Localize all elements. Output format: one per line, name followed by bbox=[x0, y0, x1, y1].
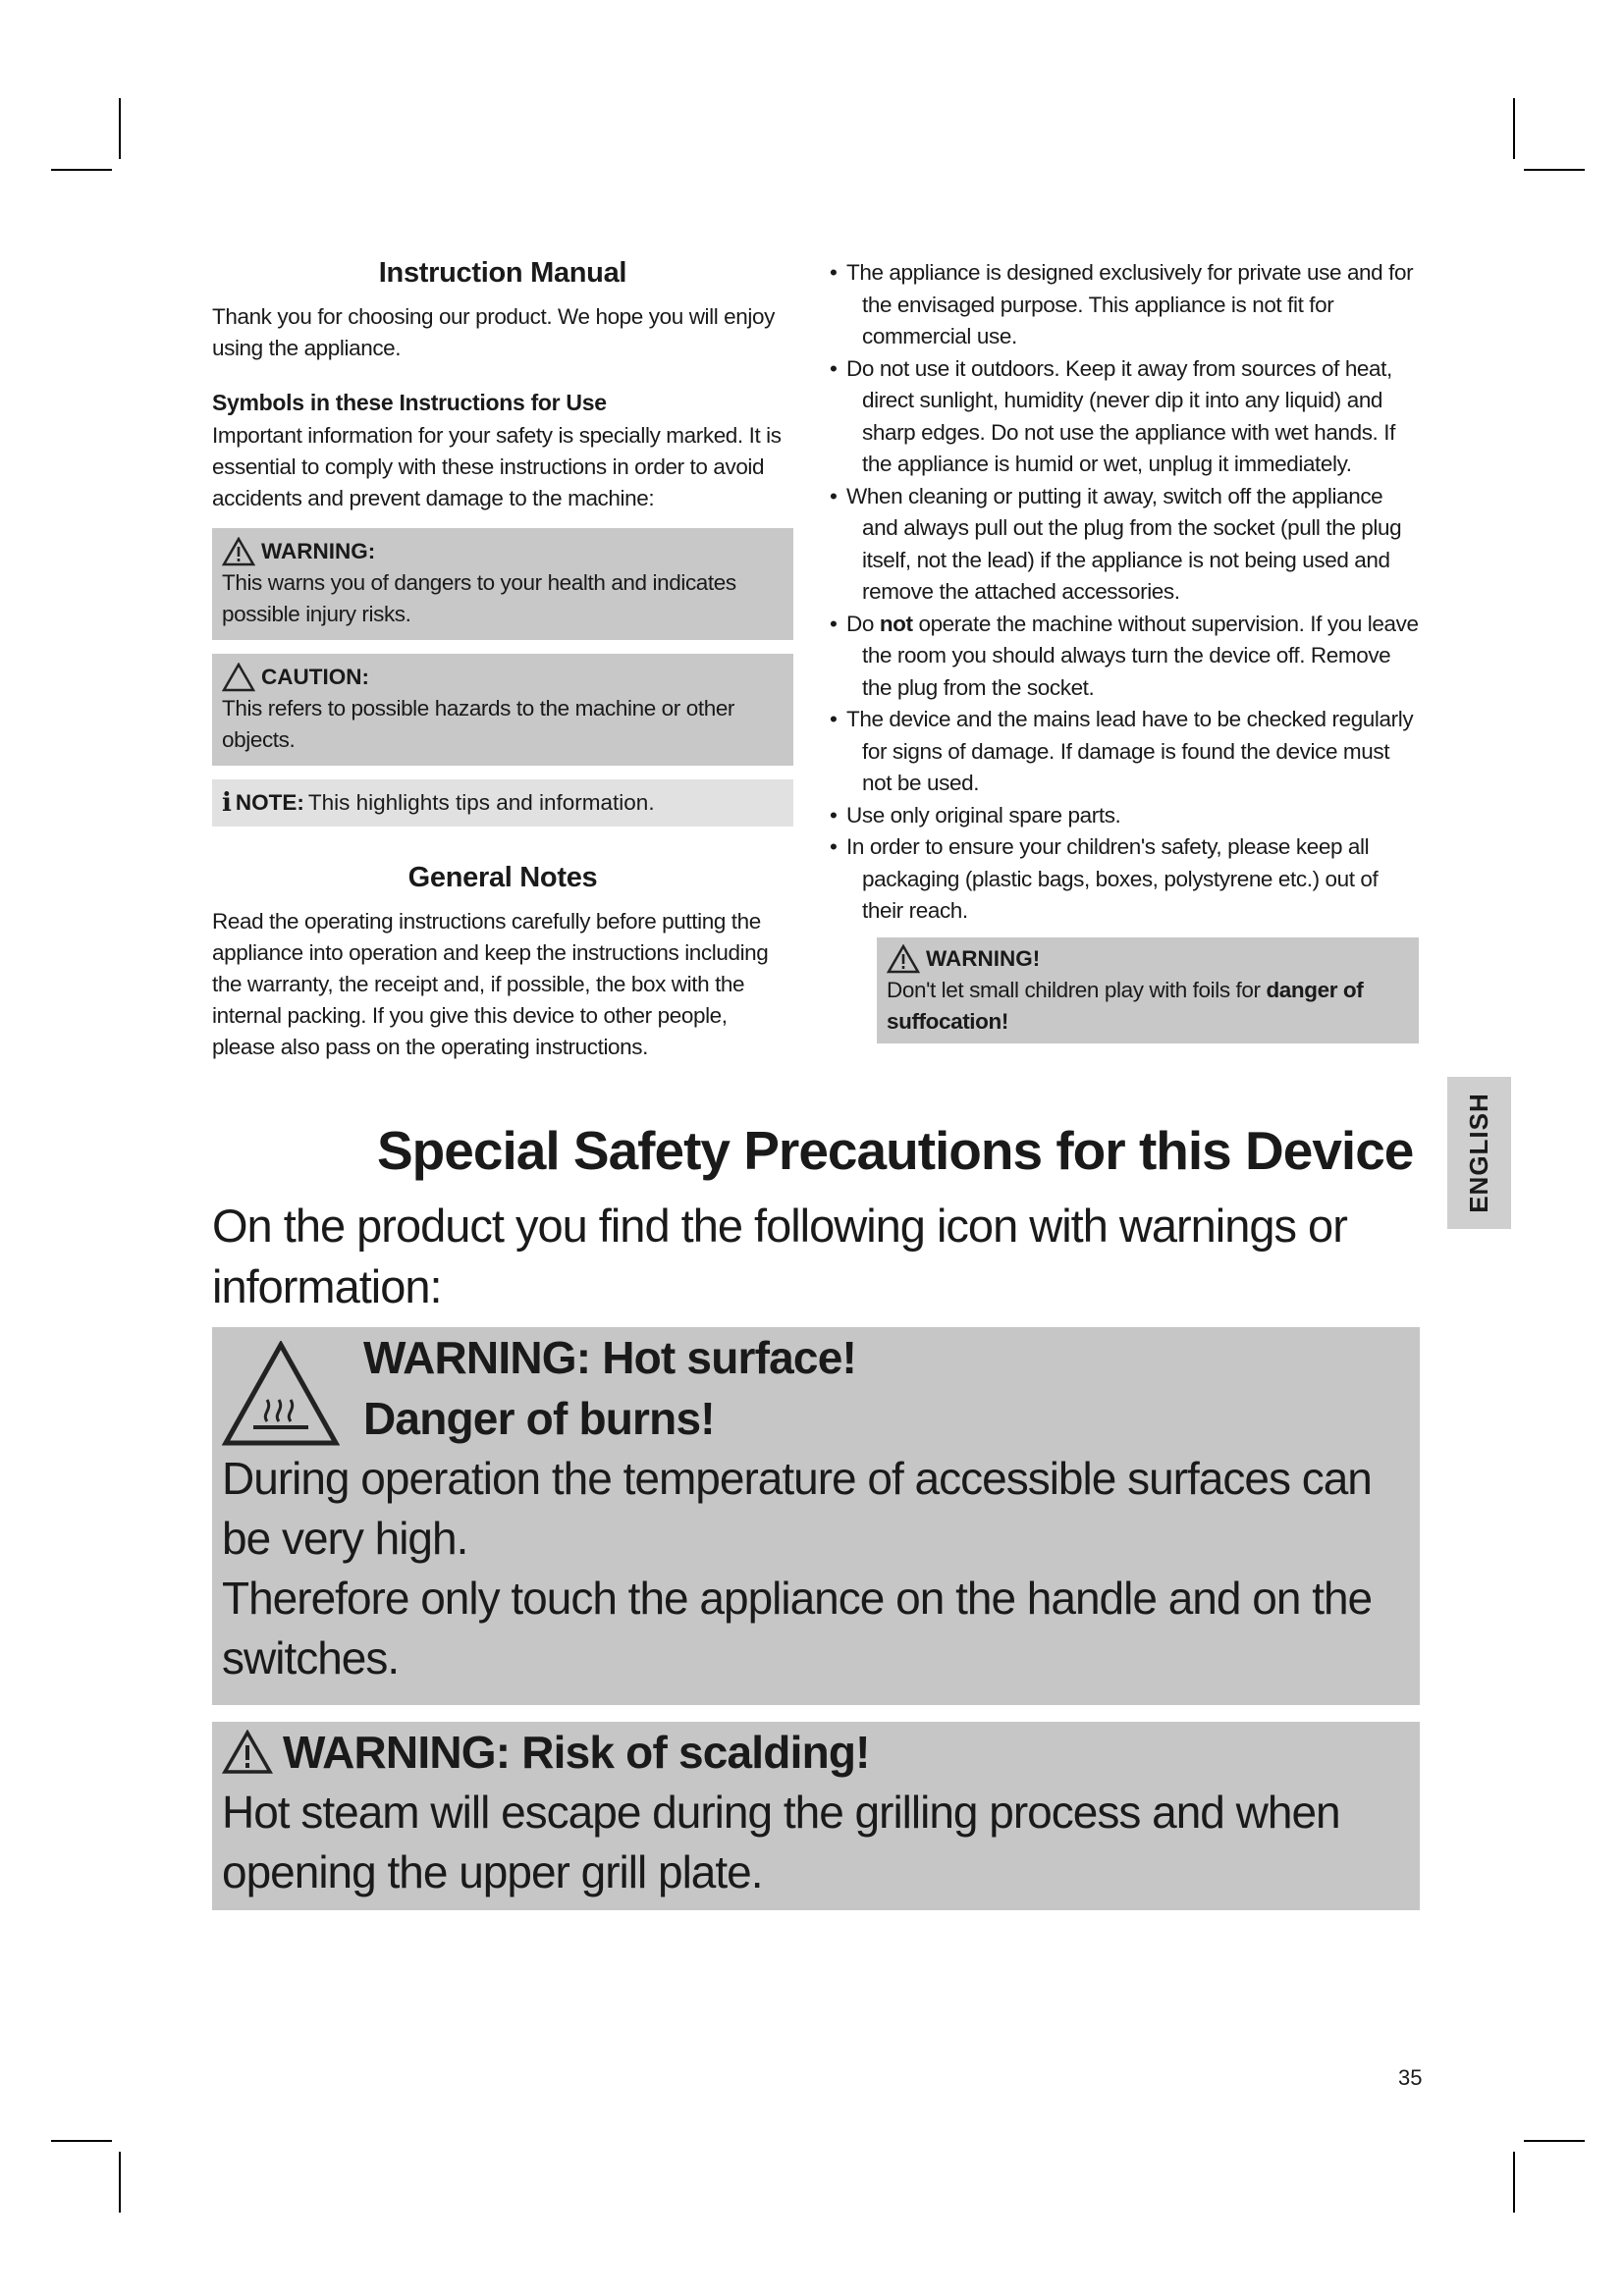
instruction-manual-title: Instruction Manual bbox=[378, 257, 627, 289]
burns-title: Danger of burns! bbox=[363, 1393, 715, 1444]
scalding-warning-box bbox=[212, 1722, 1420, 1910]
hot-surface-title: WARNING: Hot surface! bbox=[363, 1332, 857, 1383]
warning-text: This warns you of dangers to your health and indicates possible injury risks. bbox=[222, 570, 736, 626]
general-notes-text: Read the operating instructions carefully before putting the appliance into operation and keep the instructions including the warranty, the receipt and, if possible, the box with the internal packing. If you give this device to other people, please also pass on the operating instructions. bbox=[212, 909, 769, 1059]
right-column bbox=[830, 257, 1419, 1043]
warning-box bbox=[212, 528, 793, 640]
language-tab bbox=[1447, 1077, 1511, 1229]
hot-surface-text-1: During operation the temperature of accessible surfaces can be very high. bbox=[222, 1453, 1372, 1564]
list-item: • The device and the mains lead have to be checked regularly for signs of damage. If damage is found the device must not be used. bbox=[830, 704, 1419, 800]
scalding-text: Hot steam will escape during the grilling process and when opening the upper grill plate. bbox=[222, 1787, 1340, 1897]
crop-mark bbox=[1513, 2152, 1515, 2213]
note-label: NOTE: bbox=[235, 790, 304, 815]
general-notes-title: General Notes bbox=[407, 862, 598, 893]
crop-mark bbox=[51, 2140, 112, 2142]
caution-box bbox=[212, 654, 793, 766]
caution-triangle-icon bbox=[222, 663, 255, 692]
crop-mark bbox=[1524, 2140, 1585, 2142]
special-safety-title: Special Safety Precautions for this Device bbox=[377, 1120, 1414, 1181]
list-item: • Do not operate the machine without supervision. If you leave the room you should always turn the device off. Remove the plug from the socket. bbox=[830, 609, 1419, 705]
children-warning-text: Don't let small children play with foils for danger of suffocation! bbox=[887, 977, 1364, 1034]
warning-triangle-icon bbox=[222, 1730, 273, 1775]
page-number: 35 bbox=[1398, 2065, 1423, 2090]
hot-surface-warning-box bbox=[212, 1327, 1420, 1705]
scalding-title: WARNING: Risk of scalding! bbox=[283, 1727, 870, 1778]
hot-surface-icon bbox=[222, 1341, 340, 1449]
list-item: • When cleaning or putting it away, switch off the appliance and always pull out the plug from the socket (pull the plug itself, not the lead) if the appliance is not being used and remove the attached accessories. bbox=[830, 481, 1419, 609]
language-tab-label: ENGLISH bbox=[1464, 1093, 1494, 1213]
list-item: • Use only original spare parts. bbox=[830, 800, 1419, 832]
symbols-heading: Symbols in these Instructions for Use bbox=[212, 390, 607, 415]
warning-triangle-icon bbox=[887, 944, 920, 974]
crop-mark bbox=[119, 2152, 121, 2213]
list-item: • In order to ensure your children's safety, please keep all packaging (plastic bags, boxes, polystyrene etc.) out of their reach. bbox=[830, 831, 1419, 928]
caution-label: CAUTION: bbox=[261, 665, 369, 689]
warning-triangle-icon bbox=[222, 537, 255, 566]
caution-text: This refers to possible hazards to the machine or other objects. bbox=[222, 696, 735, 752]
crop-mark bbox=[1524, 169, 1585, 171]
symbols-text: Important information for your safety is specially marked. It is essential to comply with these instructions in order to avoid accidents and prevent damage to the machine: bbox=[212, 423, 782, 510]
note-text: This highlights tips and information. bbox=[307, 790, 655, 815]
list-item: • Do not use it outdoors. Keep it away from sources of heat, direct sunlight, humidity (never dip it into any liquid) and sharp edges. Do not use the appliance with wet hands. If the appliance is humid or wet, unplug it immediately. bbox=[830, 353, 1419, 481]
children-warning-label: WARNING! bbox=[926, 945, 1041, 971]
crop-mark bbox=[119, 98, 121, 159]
left-column bbox=[212, 257, 793, 1063]
children-warning-box bbox=[877, 937, 1419, 1043]
crop-mark bbox=[51, 169, 112, 171]
intro-text: Thank you for choosing our product. We hope you will enjoy using the appliance. bbox=[212, 304, 775, 360]
warning-label: WARNING: bbox=[261, 539, 376, 563]
info-icon: i bbox=[222, 788, 232, 818]
hot-surface-text-2: Therefore only touch the appliance on the handle and on the switches. bbox=[222, 1573, 1373, 1683]
crop-mark bbox=[1513, 98, 1515, 159]
special-safety-intro: On the product you find the following icon with warnings or information: bbox=[212, 1200, 1347, 1312]
list-item: • The appliance is designed exclusively for private use and for the envisaged purpose. This appliance is not fit for commercial use. bbox=[830, 257, 1419, 353]
safety-bullet-list bbox=[830, 257, 1419, 928]
note-box bbox=[212, 779, 793, 827]
